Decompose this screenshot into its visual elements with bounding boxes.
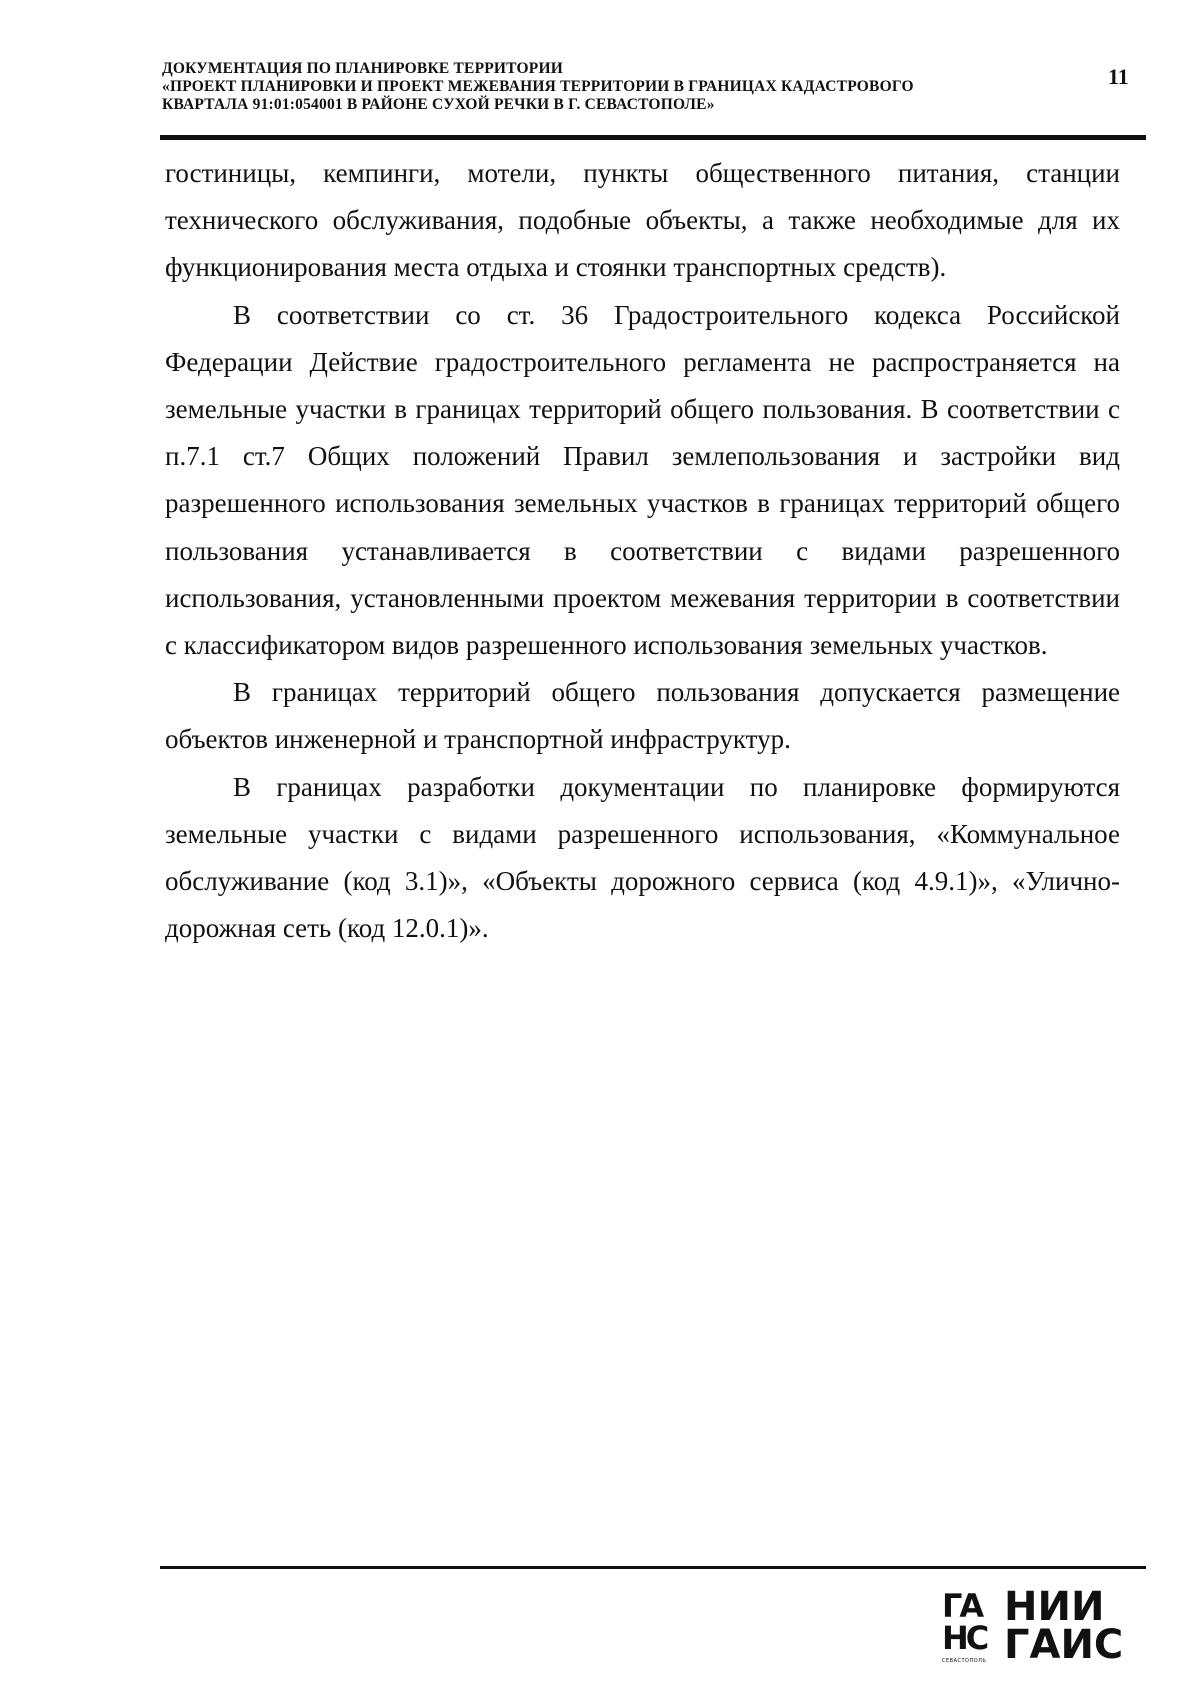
logo-mark-caption: СЕВАСТОПОЛЬ [942, 1658, 987, 1664]
header-line-2: «ПРОЕКТ ПЛАНИРОВКИ И ПРОЕКТ МЕЖЕВАНИЯ ТЕРРИТОРИИ В ГРАНИЦАХ КАДАСТРОВОГО [162, 78, 914, 95]
paragraph-4: В границах разработки документации по планировке формируются земельные участки с видами разрешенного использования, «Коммунальное обслуживание (код 3.1)», «Объекты дорожного сервиса (код 4.9.1)», «Улично-дорожная сеть (код 12.0.1)». [165, 771, 1120, 944]
paragraph-1: гостиницы, кемпинги, мотели, пункты общественного питания, станции технического обслуживания, подобные объекты, а также необходимые для их функционирования места отдыха и стоянки транспортных средств). [165, 158, 1120, 283]
logo-mark-top: ГА [942, 1587, 982, 1625]
header-line-3: КВАРТАЛА 91:01:054001 В РАЙОНЕ СУХОЙ РЕЧКИ В Г. СЕВАСТОПОЛЕ» [162, 96, 715, 113]
logo-mark [942, 1588, 998, 1668]
page-number: 11 [1108, 64, 1129, 89]
header-line-1: ДОКУМЕНТАЦИЯ ПО ПЛАНИРОВКЕ ТЕРРИТОРИИ [162, 60, 563, 77]
logo-mark-bottom: НС [942, 1619, 987, 1657]
paragraph-2: В соответствии со ст. 36 Градостроительного кодекса Российской Федерации Действие градостроительного регламента не распространяется на земельные участки в границах территорий общего пользования. В соответствии с п.7.1 ст.7 Общих положений Правил землепользования и застройки вид разрешенного использования земельных участков в границах территорий общего пользования устанавливается в соответствии с видами разрешенного использования, установленными проектом межевания территории в соответствии с классификатором видов разрешенного использования земельных участков. [165, 299, 1120, 661]
nii-gais-logo [942, 1584, 1142, 1668]
document-body [165, 150, 1120, 952]
logo-line-1: НИИ [1004, 1584, 1105, 1630]
paragraph-3: В границах территорий общего пользования допускается размещение объектов инженерной и транспортной инфраструктур. [165, 677, 1120, 755]
logo-wordmark [1004, 1584, 1124, 1668]
document-header [162, 60, 1092, 114]
logo-line-2: ГАИС [1004, 1622, 1124, 1668]
footer-divider [160, 1566, 1146, 1569]
header-divider [160, 135, 1146, 140]
